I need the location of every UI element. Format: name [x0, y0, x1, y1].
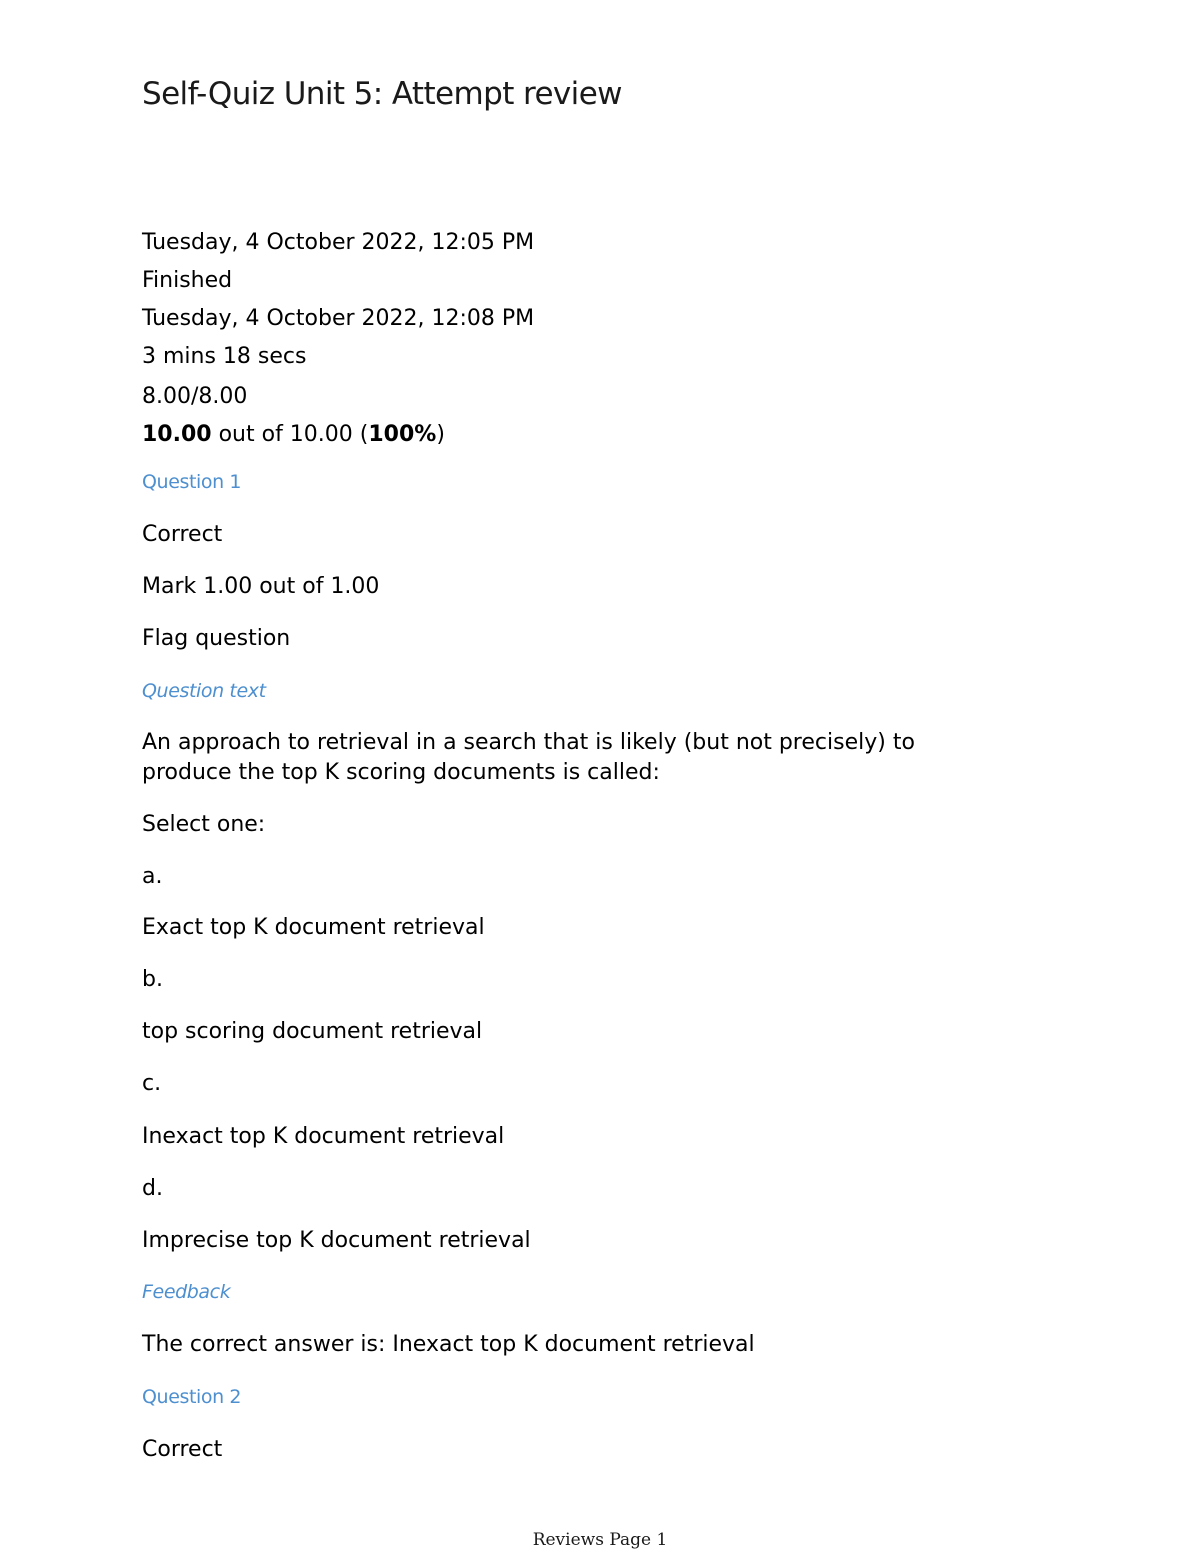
grade-middle: out of 10.00 ( — [211, 422, 369, 447]
grade-end: ) — [436, 422, 445, 447]
select-one-prompt: Select one: — [142, 812, 266, 837]
option-c-letter: c. — [142, 1071, 162, 1096]
page-title: Self-Quiz Unit 5: Attempt review — [142, 76, 622, 112]
option-b-text[interactable]: top scoring document retrieval — [142, 1019, 483, 1044]
question-text-heading: Question text — [142, 680, 266, 702]
grade-value: 10.00 — [142, 422, 212, 447]
time-taken: 3 mins 18 secs — [142, 344, 307, 369]
option-a-letter: a. — [142, 864, 163, 889]
question-2-heading[interactable]: Question 2 — [142, 1386, 242, 1408]
grade-percent: 100% — [368, 422, 437, 447]
option-d-letter: d. — [142, 1176, 163, 1201]
question-2-status: Correct — [142, 1437, 223, 1462]
option-d-text[interactable]: Imprecise top K document retrieval — [142, 1228, 531, 1253]
question-1-mark: Mark 1.00 out of 1.00 — [142, 574, 380, 599]
feedback-heading: Feedback — [142, 1281, 231, 1303]
completed-on: Tuesday, 4 October 2022, 12:08 PM — [142, 306, 535, 331]
feedback-text: The correct answer is: Inexact top K document retrieval — [142, 1332, 755, 1357]
state: Finished — [142, 268, 233, 293]
option-a-text[interactable]: Exact top K document retrieval — [142, 915, 485, 940]
page-footer: Reviews Page 1 — [532, 1530, 668, 1550]
started-on: Tuesday, 4 October 2022, 12:05 PM — [142, 230, 535, 255]
question-1-status: Correct — [142, 522, 223, 547]
marks: 8.00/8.00 — [142, 384, 248, 409]
question-1-heading[interactable]: Question 1 — [142, 471, 242, 493]
flag-question[interactable]: Flag question — [142, 626, 291, 651]
option-b-letter: b. — [142, 967, 163, 992]
option-c-text[interactable]: Inexact top K document retrieval — [142, 1124, 505, 1149]
question-1-text: An approach to retrieval in a search that is likely (but not precisely) to produce the top K scoring documents is called: — [142, 730, 915, 785]
grade — [142, 420, 445, 450]
